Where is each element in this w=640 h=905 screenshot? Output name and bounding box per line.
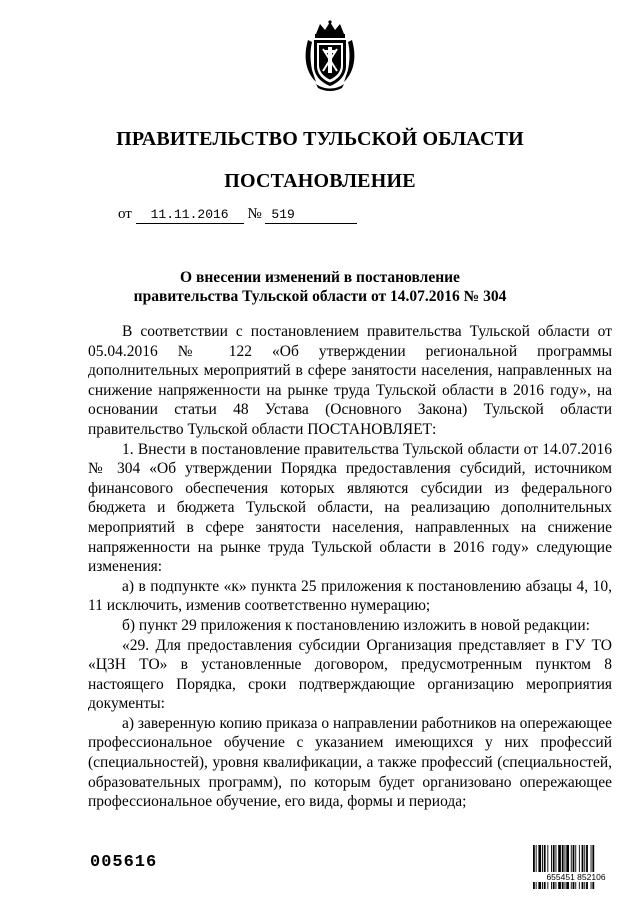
date-prefix: от (118, 206, 132, 222)
date-number-line (118, 206, 357, 224)
paragraph-subitem-a: а) в подпункте «к» пункта 25 приложения к постановлению абзацы 4, 10, 11 исключить, изменив соответственно нумерацию; (88, 577, 612, 615)
subject-line-1: О внесении изменений в постановление (180, 269, 460, 286)
paragraph-clause-29-a: а) заверенную копию приказа о направлении работников на опережающее профессиональное обучение с указанием имеющихся у них профессий (специальностей), уровня квалификации, а также профессий (специальностей, образовательных программ), по которым будет организовано опережающее профессиональное обучение, его вида, формы и периода; (88, 714, 612, 811)
number-prefix: № (247, 206, 262, 222)
document-number: 519 (265, 207, 357, 224)
government-title: ПРАВИТЕЛЬСТВО ТУЛЬСКОЙ ОБЛАСТИ (116, 128, 524, 150)
document-body (88, 322, 612, 812)
barcode-number: 655451 852106 (532, 872, 620, 882)
subject-line-2: правительства Тульской области от 14.07.2016 № 304 (133, 288, 507, 305)
paragraph-item-1: 1. Внести в постановление правительства Тульской области от 14.07.2016 № 304 «Об утверждении Порядка предоставления субсидий, источником финансового обеспечения которых являются субсидии из федерального бюджета и бюджета Тульской области, на реализацию дополнительных мероприятий в сфере занятости населения, направленных на снижение напряженности на рынке труда Тульской области в 2016 году» следующие изменения: (88, 440, 612, 576)
document-subject (0, 268, 640, 306)
paragraph-subitem-b: б) пункт 29 приложения к постановлению изложить в новой редакции: (122, 616, 590, 634)
paragraph-preamble: В соответствии с постановлением правительства Тульской области от 05.04.2016 № 122 «Об утверждении региональной программы дополнительных мероприятий в сфере занятости населения, направленных на снижение напряженности на рынке труда Тульской области в 2016 году», на основании статьи 48 Устава (Основного Закона) Тульской области правительство Тульской области ПОСТАНОВЛЯЕТ: (88, 323, 612, 438)
document-date: 11.11.2016 (136, 207, 244, 224)
paragraph-clause-29: «29. Для предоставления субсидии Организация представляет в ГУ ТО «ЦЗН ТО» в установленные договором, предусмотренным пунктом 8 настоящего Порядка, сроки подтверждающие организацию мероприятия документы: (88, 636, 612, 713)
coat-of-arms-icon (302, 20, 358, 92)
barcode-icon (532, 845, 620, 889)
document-type: ПОСТАНОВЛЕНИЕ (224, 170, 416, 192)
serial-number: 005616 (90, 853, 158, 872)
